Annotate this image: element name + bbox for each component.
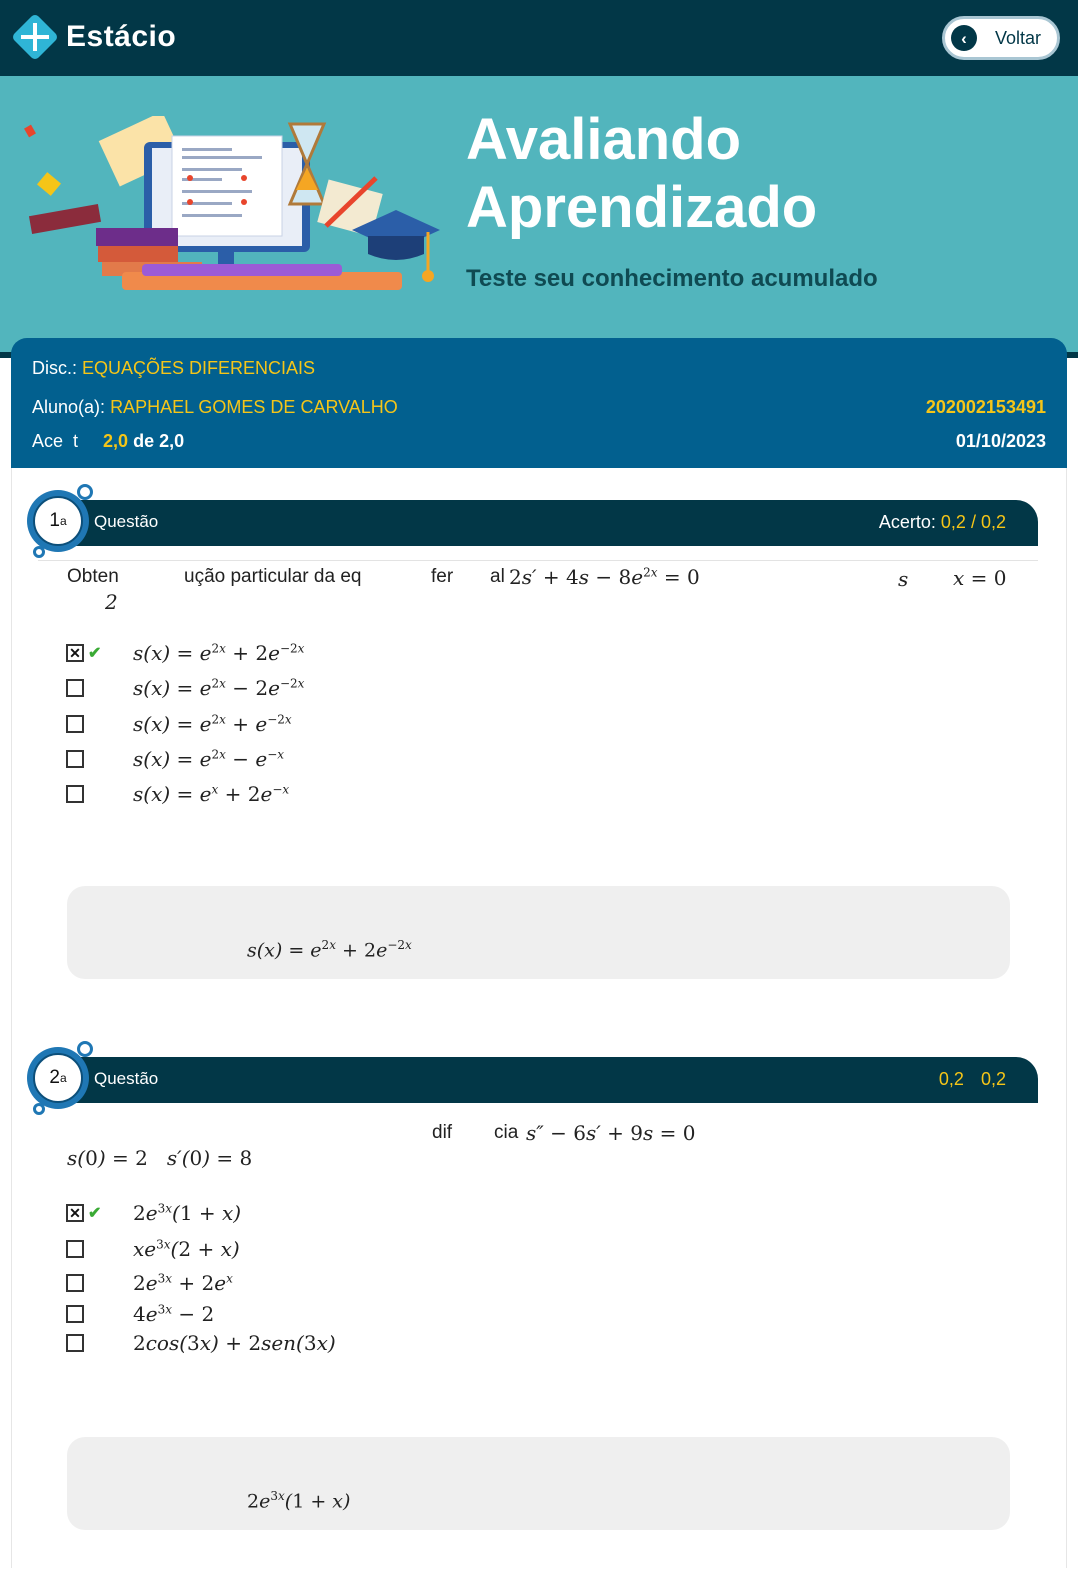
- top-bar: [0, 0, 1078, 76]
- hero-title-line-1: Avaliando: [466, 107, 742, 172]
- question-1-answer-box: [67, 886, 1010, 979]
- logo-diamond-icon: [12, 14, 58, 60]
- option-checkbox[interactable]: [66, 1305, 84, 1323]
- exam-date: 01/10/2023: [955, 431, 1046, 451]
- estacio-logo: [12, 14, 176, 60]
- question-2-badge: [27, 1047, 89, 1109]
- question-2-score: [939, 1069, 1006, 1090]
- hero-title: [466, 106, 817, 242]
- option-checkbox[interactable]: [66, 750, 84, 768]
- option-e-math: $s(x) = e^x + 2e^{-x}$: [133, 782, 290, 806]
- question-2-ordinal: a: [59, 1071, 67, 1085]
- option-a-math: $s(x) = e^{2x} + 2e^{-2x}$: [133, 641, 305, 665]
- option-checkbox-checked[interactable]: ✕: [66, 1204, 84, 1222]
- study-illustration: [22, 116, 442, 296]
- question-2-stem-part-2: cia: [494, 1122, 519, 1143]
- option-checkbox[interactable]: [66, 1274, 84, 1292]
- question-1-score: [879, 512, 1006, 533]
- question-1-score-sep: /: [970, 512, 976, 532]
- option-checkbox[interactable]: [66, 1240, 84, 1258]
- question-1-equation: $2s' + 4s - 8e^{2x} = 0$: [509, 565, 700, 589]
- question-2-option-b[interactable]: [66, 1234, 240, 1264]
- exam-info-panel: [11, 338, 1067, 468]
- question-1-option-c[interactable]: [66, 709, 292, 739]
- back-button[interactable]: [942, 16, 1060, 60]
- question-1-option-a[interactable]: [66, 638, 305, 668]
- question-2-option-c[interactable]: [66, 1268, 233, 1298]
- question-1-divider: [38, 560, 1038, 561]
- question-1-header: [55, 500, 1038, 546]
- question-2-option-a[interactable]: [66, 1198, 242, 1228]
- score-label: Ace t: [32, 431, 79, 451]
- question-1-ordinal: a: [59, 514, 67, 528]
- question-1-option-b[interactable]: [66, 673, 305, 703]
- question-1-score-prefix: Acerto:: [878, 512, 936, 532]
- student-value: RAPHAEL GOMES DE CARVALHO: [110, 397, 398, 417]
- chevron-left-icon: ‹: [951, 25, 977, 51]
- question-1-option-e[interactable]: [66, 779, 290, 809]
- option-d-math: $s(x) = e^{2x} - e^{-x}$: [133, 747, 285, 771]
- question-2-option-d[interactable]: [66, 1299, 215, 1329]
- option-checkbox-checked[interactable]: ✕: [66, 644, 84, 662]
- question-1-score-value: 0,2: [940, 512, 966, 532]
- question-1-stem-part-4: al: [490, 566, 505, 587]
- option-b-math: $xe^{3x}(2 + x)$: [133, 1237, 240, 1261]
- question-2-option-e[interactable]: [66, 1328, 336, 1358]
- question-1-score-total: 0,2: [980, 512, 1006, 532]
- question-1-initial-point: x = 0: [953, 566, 1007, 590]
- question-2-stem-part-1: dif: [432, 1122, 453, 1143]
- question-1-stem-part-1: Obten: [67, 566, 119, 587]
- student-label: Aluno(a):: [32, 397, 106, 417]
- discipline-label: Disc.:: [32, 358, 77, 378]
- question-1-option-d[interactable]: [66, 744, 285, 774]
- option-e-math: 2cos(3x) + 2sen(3x): [133, 1331, 336, 1355]
- checkmark-icon: ✔: [88, 1205, 102, 1222]
- question-1-initial-value: 2: [105, 590, 118, 614]
- question-2-label: Questão: [94, 1069, 159, 1088]
- student-row: [32, 397, 398, 418]
- discipline-value: EQUAÇÕES DIFERENCIAIS: [82, 358, 316, 378]
- option-checkbox[interactable]: [66, 679, 84, 697]
- question-2-initial-conditions: s(0) = 2 s′(0) = 8: [67, 1146, 253, 1170]
- question-2-answer-box: [67, 1437, 1010, 1530]
- option-a-math: $2e^{3x}(1 + x)$: [133, 1201, 242, 1225]
- question-2-answer-math: $2e^{3x}(1 + x)$: [247, 1489, 351, 1513]
- question-2-number: 2: [49, 1067, 60, 1088]
- checkmark-icon: ✔: [88, 645, 102, 662]
- brand-name: Estácio: [66, 20, 177, 53]
- question-2-score-total: 0,2: [980, 1069, 1006, 1089]
- hero-title-line-2: Aprendizado: [466, 175, 818, 240]
- question-1-badge: [27, 490, 89, 552]
- question-1-stem-part-2: ução particular da eq: [184, 566, 362, 587]
- content-frame: [11, 468, 1067, 1568]
- hero-subtitle: Teste seu conhecimento acumulado: [466, 265, 878, 292]
- question-2-header: [55, 1057, 1038, 1103]
- question-1-stem-part-3: fer: [431, 566, 454, 587]
- option-d-math: $4e^{3x} - 2$: [133, 1302, 215, 1326]
- option-c-math: $s(x) = e^{2x} + e^{-2x}$: [133, 712, 292, 736]
- question-1-number: 1: [49, 510, 60, 531]
- option-c-math: $2e^{3x} + 2e^x$: [133, 1271, 233, 1295]
- option-checkbox[interactable]: [66, 785, 84, 803]
- question-2-score-value: 0,2: [938, 1069, 964, 1089]
- score-row: [32, 431, 184, 452]
- score-value: 2,0: [103, 431, 129, 451]
- question-1-label: Questão: [94, 512, 159, 531]
- score-total: de 2,0: [133, 431, 185, 451]
- question-2-equation: s″ − 6s′ + 9s = 0: [526, 1121, 696, 1145]
- option-checkbox[interactable]: [66, 1334, 84, 1352]
- question-1-function-symbol: s: [898, 567, 909, 591]
- registration-number: 202002153491: [925, 397, 1046, 417]
- option-b-math: $s(x) = e^{2x} - 2e^{-2x}$: [133, 676, 305, 700]
- option-checkbox[interactable]: [66, 715, 84, 733]
- discipline-row: [32, 358, 315, 379]
- question-1-answer-math: $s(x) = e^{2x} + 2e^{-2x}$: [247, 938, 412, 962]
- back-button-label: Voltar: [995, 27, 1042, 48]
